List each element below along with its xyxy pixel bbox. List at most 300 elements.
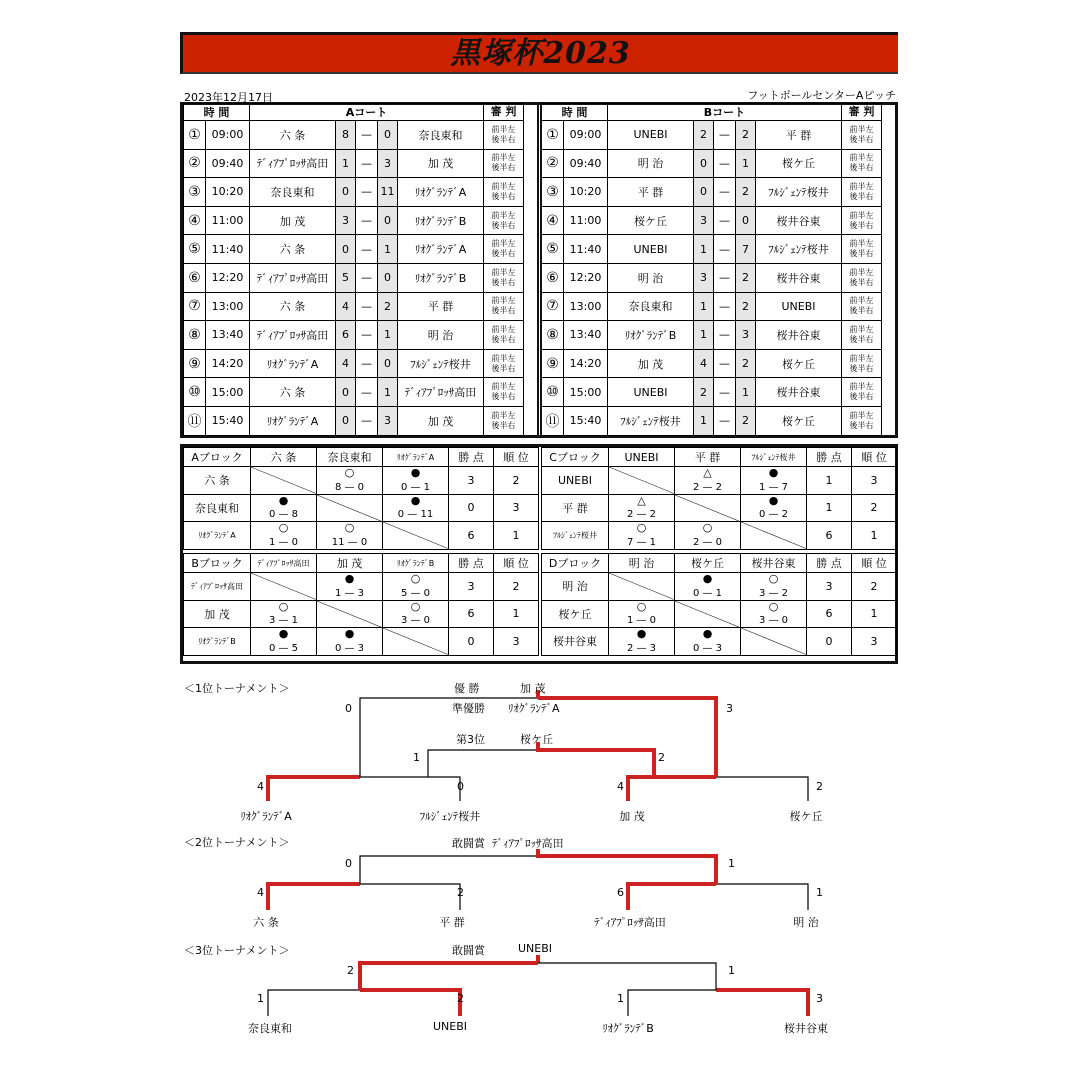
match-number: ⑨	[184, 349, 206, 378]
home-score: 1	[694, 406, 714, 435]
away-score: 1	[378, 235, 398, 264]
third-score-left: 1	[413, 751, 420, 764]
block-points: 0	[449, 494, 494, 522]
away-team: 桜ケ丘	[756, 349, 842, 378]
points-header: 勝 点	[449, 448, 494, 467]
r1-right-black	[628, 990, 716, 1016]
match-time: 09:40	[564, 149, 608, 178]
referee-note: 前半左 後半右	[842, 292, 882, 321]
away-team: 加 茂	[398, 406, 484, 435]
rank-header: 順 位	[852, 448, 897, 467]
result-mark: ○	[410, 572, 421, 585]
match-time: 11:00	[564, 206, 608, 235]
bracket-team: 桜井谷東	[784, 1022, 828, 1035]
result-score: 3 — 2	[758, 587, 789, 599]
home-score: 5	[336, 263, 356, 292]
bracket-team: 平 群	[439, 916, 465, 929]
score-dash: —	[714, 406, 736, 435]
score-dash: —	[356, 121, 378, 150]
match-number: ⑤	[184, 235, 206, 264]
result-mark: ○	[278, 599, 289, 613]
result-score: 0 — 8	[268, 509, 299, 520]
block-team-header: ﾌﾙｼﾞｪﾝﾃ桜井	[741, 448, 807, 467]
block-rank: 2	[852, 573, 897, 601]
final-left-red	[360, 963, 538, 990]
block-points: 6	[449, 600, 494, 628]
referee-note: 前半左 後半右	[842, 121, 882, 150]
score-dash: —	[356, 149, 378, 178]
result-score: 0 — 3	[334, 642, 365, 654]
score-dash: —	[714, 349, 736, 378]
block-team-header: 平 群	[675, 448, 741, 467]
result-score: 8 — 0	[334, 481, 365, 493]
referee-note: 前半左 後半右	[842, 321, 882, 350]
award-team: UNEBI	[518, 942, 553, 955]
match-time: 11:40	[206, 235, 250, 264]
result-score: 1 — 0	[626, 615, 657, 626]
match-time: 13:00	[564, 292, 608, 321]
block-points: 1	[807, 467, 852, 495]
score-dash: —	[356, 406, 378, 435]
home-score: 4	[694, 349, 714, 378]
match-number: ⑦	[184, 292, 206, 321]
result-score: 0 — 2	[758, 509, 789, 520]
result-mark: ○	[702, 521, 713, 534]
result-mark: △	[703, 466, 712, 479]
block-points: 0	[449, 628, 494, 656]
home-team: ﾘｵｸﾞﾗﾝﾃﾞA	[250, 349, 336, 378]
result-mark: ●	[278, 627, 289, 640]
result-mark: △	[637, 493, 646, 507]
rank-header: 順 位	[494, 448, 539, 467]
bracket-team: ﾃﾞｨｱﾌﾟﾛｯｻ高田	[594, 916, 666, 929]
match-time: 10:20	[564, 178, 608, 207]
away-score: 2	[736, 178, 756, 207]
score: 6	[617, 886, 624, 899]
home-team: 六 条	[250, 121, 336, 150]
referee-note: 前半左 後半右	[484, 235, 524, 264]
score: 2	[816, 780, 823, 793]
bracket-team: 六 条	[253, 916, 279, 929]
home-score: 0	[336, 406, 356, 435]
block-name: Cブロック	[542, 448, 609, 467]
score: 1	[816, 886, 823, 899]
away-team: ﾌﾙｼﾞｪﾝﾃ桜井	[756, 178, 842, 207]
final-score-left: 0	[345, 857, 352, 870]
score-dash: —	[356, 378, 378, 407]
score-dash: —	[714, 292, 736, 321]
score: 2	[457, 992, 464, 1005]
block-team-header: 加 茂	[317, 554, 383, 573]
runner-up-team: ﾘｵｸﾞﾗﾝﾃﾞA	[508, 702, 560, 715]
block-team-label: UNEBI	[542, 467, 609, 495]
match-number: ⑧	[184, 321, 206, 350]
result-mark: ●	[344, 572, 355, 585]
home-score: 6	[336, 321, 356, 350]
match-time: 12:20	[564, 263, 608, 292]
referee-note: 前半左 後半右	[842, 406, 882, 435]
block-team-label: 桜ケ丘	[542, 600, 609, 628]
final-left-black	[360, 856, 538, 884]
result-score: 1 — 0	[268, 536, 299, 548]
time-header: 時 間	[184, 104, 250, 121]
result-score: 2 — 3	[626, 642, 657, 654]
away-team: UNEBI	[756, 292, 842, 321]
home-team: 明 治	[608, 149, 694, 178]
home-team: 六 条	[250, 378, 336, 407]
home-team: ﾃﾞｨｱﾌﾟﾛｯｻ高田	[250, 321, 336, 350]
result-mark: ○	[768, 599, 779, 613]
away-team: 桜井谷東	[756, 378, 842, 407]
block-rank: 2	[852, 494, 897, 522]
block-team-label: ﾌﾙｼﾞｪﾝﾃ桜井	[542, 522, 609, 550]
away-team: 桜井谷東	[756, 321, 842, 350]
home-score: 3	[694, 263, 714, 292]
match-number: ②	[184, 149, 206, 178]
tournament-2-title: ＜2位トーナメント＞	[184, 836, 290, 849]
final-right-black	[538, 963, 716, 990]
result-mark: ○	[768, 572, 779, 585]
match-number: ③	[184, 178, 206, 207]
away-score: 0	[378, 263, 398, 292]
block-points: 6	[449, 522, 494, 550]
score: 4	[257, 780, 264, 793]
final-score-right: 1	[728, 857, 735, 870]
away-team: 桜井谷東	[756, 263, 842, 292]
r1-right-black	[716, 777, 808, 801]
match-number: ⑪	[184, 406, 206, 435]
r1-right-black	[716, 884, 808, 910]
result-mark: ●	[636, 627, 647, 640]
block-points: 3	[449, 573, 494, 601]
block-rank: 2	[494, 467, 539, 495]
match-time: 12:20	[206, 263, 250, 292]
result-mark: ●	[278, 493, 289, 507]
block-team-header: 六 条	[251, 448, 317, 467]
score: 1	[257, 992, 264, 1005]
points-header: 勝 点	[807, 554, 852, 573]
away-score: 2	[736, 406, 756, 435]
referee-note: 前半左 後半右	[484, 378, 524, 407]
block-team-label: 奈良東和	[184, 494, 251, 522]
award-team: ﾃﾞｨｱﾌﾟﾛｯｻ高田	[492, 837, 564, 850]
away-score: 1	[736, 149, 756, 178]
referee-note: 前半左 後半右	[842, 178, 882, 207]
match-time: 13:40	[206, 321, 250, 350]
away-score: 1	[378, 321, 398, 350]
bracket-team: 奈良東和	[248, 1022, 292, 1035]
result-mark: ●	[702, 627, 713, 640]
block-team-label: 六 条	[184, 467, 251, 495]
match-time: 15:00	[206, 378, 250, 407]
result-mark: ○	[344, 521, 355, 534]
time-header: 時 間	[542, 104, 608, 121]
tournament-1-title: ＜1位トーナメント＞	[184, 682, 290, 695]
result-mark: ●	[768, 466, 779, 479]
final-right-red	[538, 849, 716, 884]
result-score: 5 — 0	[400, 587, 431, 599]
result-score: 7 — 1	[626, 536, 657, 548]
match-number: ⑪	[542, 406, 564, 435]
match-number: ⑩	[184, 378, 206, 407]
bracket-team: ﾘｵｸﾞﾗﾝﾃﾞB	[602, 1022, 654, 1035]
event-date: 2023年12月17日	[184, 91, 273, 104]
away-team: 桜ケ丘	[756, 406, 842, 435]
result-score: 0 — 3	[692, 642, 723, 654]
score-dash: —	[714, 121, 736, 150]
match-time: 15:40	[564, 406, 608, 435]
away-score: 0	[736, 206, 756, 235]
away-score: 2	[736, 292, 756, 321]
block-points: 1	[807, 494, 852, 522]
home-score: 0	[694, 149, 714, 178]
score: 4	[257, 886, 264, 899]
score-dash: —	[714, 235, 736, 264]
block-rank: 1	[494, 522, 539, 550]
home-score: 3	[694, 206, 714, 235]
block-team-header: ﾘｵｸﾞﾗﾝﾃﾞA	[383, 448, 449, 467]
home-team: UNEBI	[608, 378, 694, 407]
away-score: 0	[378, 206, 398, 235]
home-team: UNEBI	[608, 235, 694, 264]
away-team: ﾘｵｸﾞﾗﾝﾃﾞA	[398, 178, 484, 207]
home-team: 明 治	[608, 263, 694, 292]
match-number: ⑦	[542, 292, 564, 321]
points-header: 勝 点	[807, 448, 852, 467]
away-score: 0	[378, 349, 398, 378]
home-team: ﾃﾞｨｱﾌﾟﾛｯｻ高田	[250, 263, 336, 292]
block-team-label: 明 治	[542, 573, 609, 601]
r1-right-red	[716, 990, 808, 1016]
score-dash: —	[714, 178, 736, 207]
referee-note: 前半左 後半右	[484, 292, 524, 321]
home-score: 0	[336, 178, 356, 207]
block-rank: 3	[852, 628, 897, 656]
result-mark: ○	[344, 466, 355, 479]
away-team: 加 茂	[398, 149, 484, 178]
bracket-team: 加 茂	[619, 810, 645, 823]
score-dash: —	[356, 321, 378, 350]
block-team-header: 桜井谷東	[741, 554, 807, 573]
r1-left-black	[360, 777, 460, 801]
match-time: 09:00	[564, 121, 608, 150]
match-time: 11:40	[564, 235, 608, 264]
away-team: ﾃﾞｨｱﾌﾟﾛｯｻ高田	[398, 378, 484, 407]
block-points: 0	[807, 628, 852, 656]
away-score: 2	[736, 263, 756, 292]
away-score: 3	[378, 149, 398, 178]
home-team: 六 条	[250, 292, 336, 321]
away-team: ﾘｵｸﾞﾗﾝﾃﾞB	[398, 206, 484, 235]
away-team: ﾌﾙｼﾞｪﾝﾃ桜井	[756, 235, 842, 264]
points-header: 勝 点	[449, 554, 494, 573]
result-mark: ●	[702, 572, 713, 585]
court-header: Bコート	[608, 104, 842, 121]
result-score: 2 — 2	[626, 509, 657, 520]
match-number: ②	[542, 149, 564, 178]
home-score: 8	[336, 121, 356, 150]
away-score: 0	[378, 121, 398, 150]
match-number: ④	[542, 206, 564, 235]
result-score: 0 — 1	[692, 587, 723, 599]
match-number: ③	[542, 178, 564, 207]
referee-note: 前半左 後半右	[484, 321, 524, 350]
away-score: 3	[736, 321, 756, 350]
bracket-team: ﾌﾙｼﾞｪﾝﾃ桜井	[419, 810, 481, 823]
block-rank: 3	[494, 628, 539, 656]
r1-left-red	[268, 884, 360, 910]
match-time: 15:40	[206, 406, 250, 435]
score-dash: —	[356, 206, 378, 235]
block-team-header: 明 治	[609, 554, 675, 573]
referee-note: 前半左 後半右	[484, 149, 524, 178]
winner-team: 加 茂	[520, 682, 546, 695]
score-dash: —	[356, 235, 378, 264]
third-left-black	[428, 750, 538, 777]
block-team-label: 平 群	[542, 494, 609, 522]
home-score: 2	[694, 378, 714, 407]
result-score: 0 — 1	[400, 481, 431, 493]
score-dash: —	[714, 263, 736, 292]
home-score: 0	[694, 178, 714, 207]
result-mark: ○	[410, 599, 421, 613]
runner-up-label: 準優勝	[452, 702, 485, 715]
home-team: 六 条	[250, 235, 336, 264]
match-time: 13:40	[564, 321, 608, 350]
away-team: ﾌﾙｼﾞｪﾝﾃ桜井	[398, 349, 484, 378]
home-team: ﾃﾞｨｱﾌﾟﾛｯｻ高田	[250, 149, 336, 178]
home-team: 奈良東和	[250, 178, 336, 207]
result-score: 3 — 0	[400, 615, 431, 626]
block-team-header: ﾃﾞｨｱﾌﾟﾛｯｻ高田	[251, 554, 317, 573]
score-dash: —	[356, 178, 378, 207]
event-venue: フットボールセンターAピッチ	[747, 89, 896, 102]
result-score: 2 — 0	[692, 536, 723, 548]
block-name: Aブロック	[184, 448, 251, 467]
match-number: ⑨	[542, 349, 564, 378]
r1-left-red	[268, 777, 360, 801]
away-team: ﾘｵｸﾞﾗﾝﾃﾞA	[398, 235, 484, 264]
away-score: 2	[378, 292, 398, 321]
match-number: ⑥	[542, 263, 564, 292]
final-score-right: 3	[726, 702, 733, 715]
result-mark: ○	[278, 521, 289, 534]
bracket-team: 明 治	[793, 916, 819, 929]
block-team-header: 奈良東和	[317, 448, 383, 467]
third-right-red	[538, 742, 654, 777]
home-score: 0	[336, 378, 356, 407]
away-score: 1	[736, 378, 756, 407]
block-rank: 1	[494, 600, 539, 628]
block-team-label: ﾘｵｸﾞﾗﾝﾃﾞA	[184, 522, 251, 550]
score-dash: —	[356, 292, 378, 321]
r1-right-red	[628, 884, 716, 910]
third-place-label: 第3位	[456, 733, 485, 746]
score: 1	[617, 992, 624, 1005]
match-time: 14:20	[206, 349, 250, 378]
referee-note: 前半左 後半右	[484, 206, 524, 235]
referee-note: 前半左 後半右	[484, 349, 524, 378]
referee-note: 前半左 後半右	[484, 263, 524, 292]
block-rank: 2	[494, 573, 539, 601]
result-mark: ●	[768, 493, 779, 507]
block-rank: 1	[852, 600, 897, 628]
home-team: ﾘｵｸﾞﾗﾝﾃﾞB	[608, 321, 694, 350]
result-score: 0 — 5	[268, 642, 299, 654]
score: 2	[457, 886, 464, 899]
score-dash: —	[714, 206, 736, 235]
block-team-header: UNEBI	[609, 448, 675, 467]
match-number: ⑥	[184, 263, 206, 292]
home-score: 2	[694, 121, 714, 150]
block-team-label: ﾘｵｸﾞﾗﾝﾃﾞB	[184, 628, 251, 656]
page-title: 黒塚杯2023	[450, 36, 631, 71]
match-number: ①	[184, 121, 206, 150]
tournament-3-title: ＜3位トーナメント＞	[184, 944, 290, 957]
block-points: 3	[449, 467, 494, 495]
result-score: 1 — 7	[758, 481, 789, 493]
award-label: 敢闘賞	[452, 944, 485, 957]
block-team-label: ﾃﾞｨｱﾌﾟﾛｯｻ高田	[184, 573, 251, 601]
block-team-label: 桜井谷東	[542, 628, 609, 656]
home-score: 1	[694, 321, 714, 350]
match-time: 15:00	[564, 378, 608, 407]
home-score: 1	[336, 149, 356, 178]
match-number: ⑧	[542, 321, 564, 350]
home-team: 加 茂	[608, 349, 694, 378]
referee-note: 前半左 後半右	[842, 235, 882, 264]
score-dash: —	[356, 349, 378, 378]
winner-label: 優 勝	[454, 682, 480, 695]
result-mark: ○	[636, 599, 647, 613]
referee-note: 前半左 後半右	[484, 178, 524, 207]
court-header: Aコート	[250, 104, 484, 121]
result-score: 0 — 11	[397, 509, 434, 520]
away-score: 7	[736, 235, 756, 264]
match-number: ⑤	[542, 235, 564, 264]
away-team: 桜井谷東	[756, 206, 842, 235]
r1-right-red	[628, 777, 716, 801]
third-place-team: 桜ケ丘	[520, 733, 553, 746]
third-score-right: 2	[658, 751, 665, 764]
match-time: 10:20	[206, 178, 250, 207]
away-score: 3	[378, 406, 398, 435]
match-time: 13:00	[206, 292, 250, 321]
away-team: 平 群	[756, 121, 842, 150]
result-score: 11 — 0	[331, 536, 368, 548]
referee-header: 審 判	[484, 104, 524, 121]
referee-note: 前半左 後半右	[842, 263, 882, 292]
block-team-header: 桜ケ丘	[675, 554, 741, 573]
score-dash: —	[714, 321, 736, 350]
referee-note: 前半左 後半右	[484, 121, 524, 150]
referee-note: 前半左 後半右	[842, 349, 882, 378]
away-score: 11	[378, 178, 398, 207]
result-score: 3 — 1	[268, 615, 299, 626]
away-team: 奈良東和	[398, 121, 484, 150]
bracket-team: UNEBI	[432, 1020, 468, 1033]
away-score: 1	[378, 378, 398, 407]
home-team: 加 茂	[250, 206, 336, 235]
final-score-right: 1	[728, 964, 735, 977]
rank-header: 順 位	[852, 554, 897, 573]
result-score: 2 — 2	[692, 481, 723, 493]
match-number: ①	[542, 121, 564, 150]
match-number: ④	[184, 206, 206, 235]
home-team: UNEBI	[608, 121, 694, 150]
score: 4	[617, 780, 624, 793]
bracket-team: 桜ケ丘	[789, 810, 823, 823]
